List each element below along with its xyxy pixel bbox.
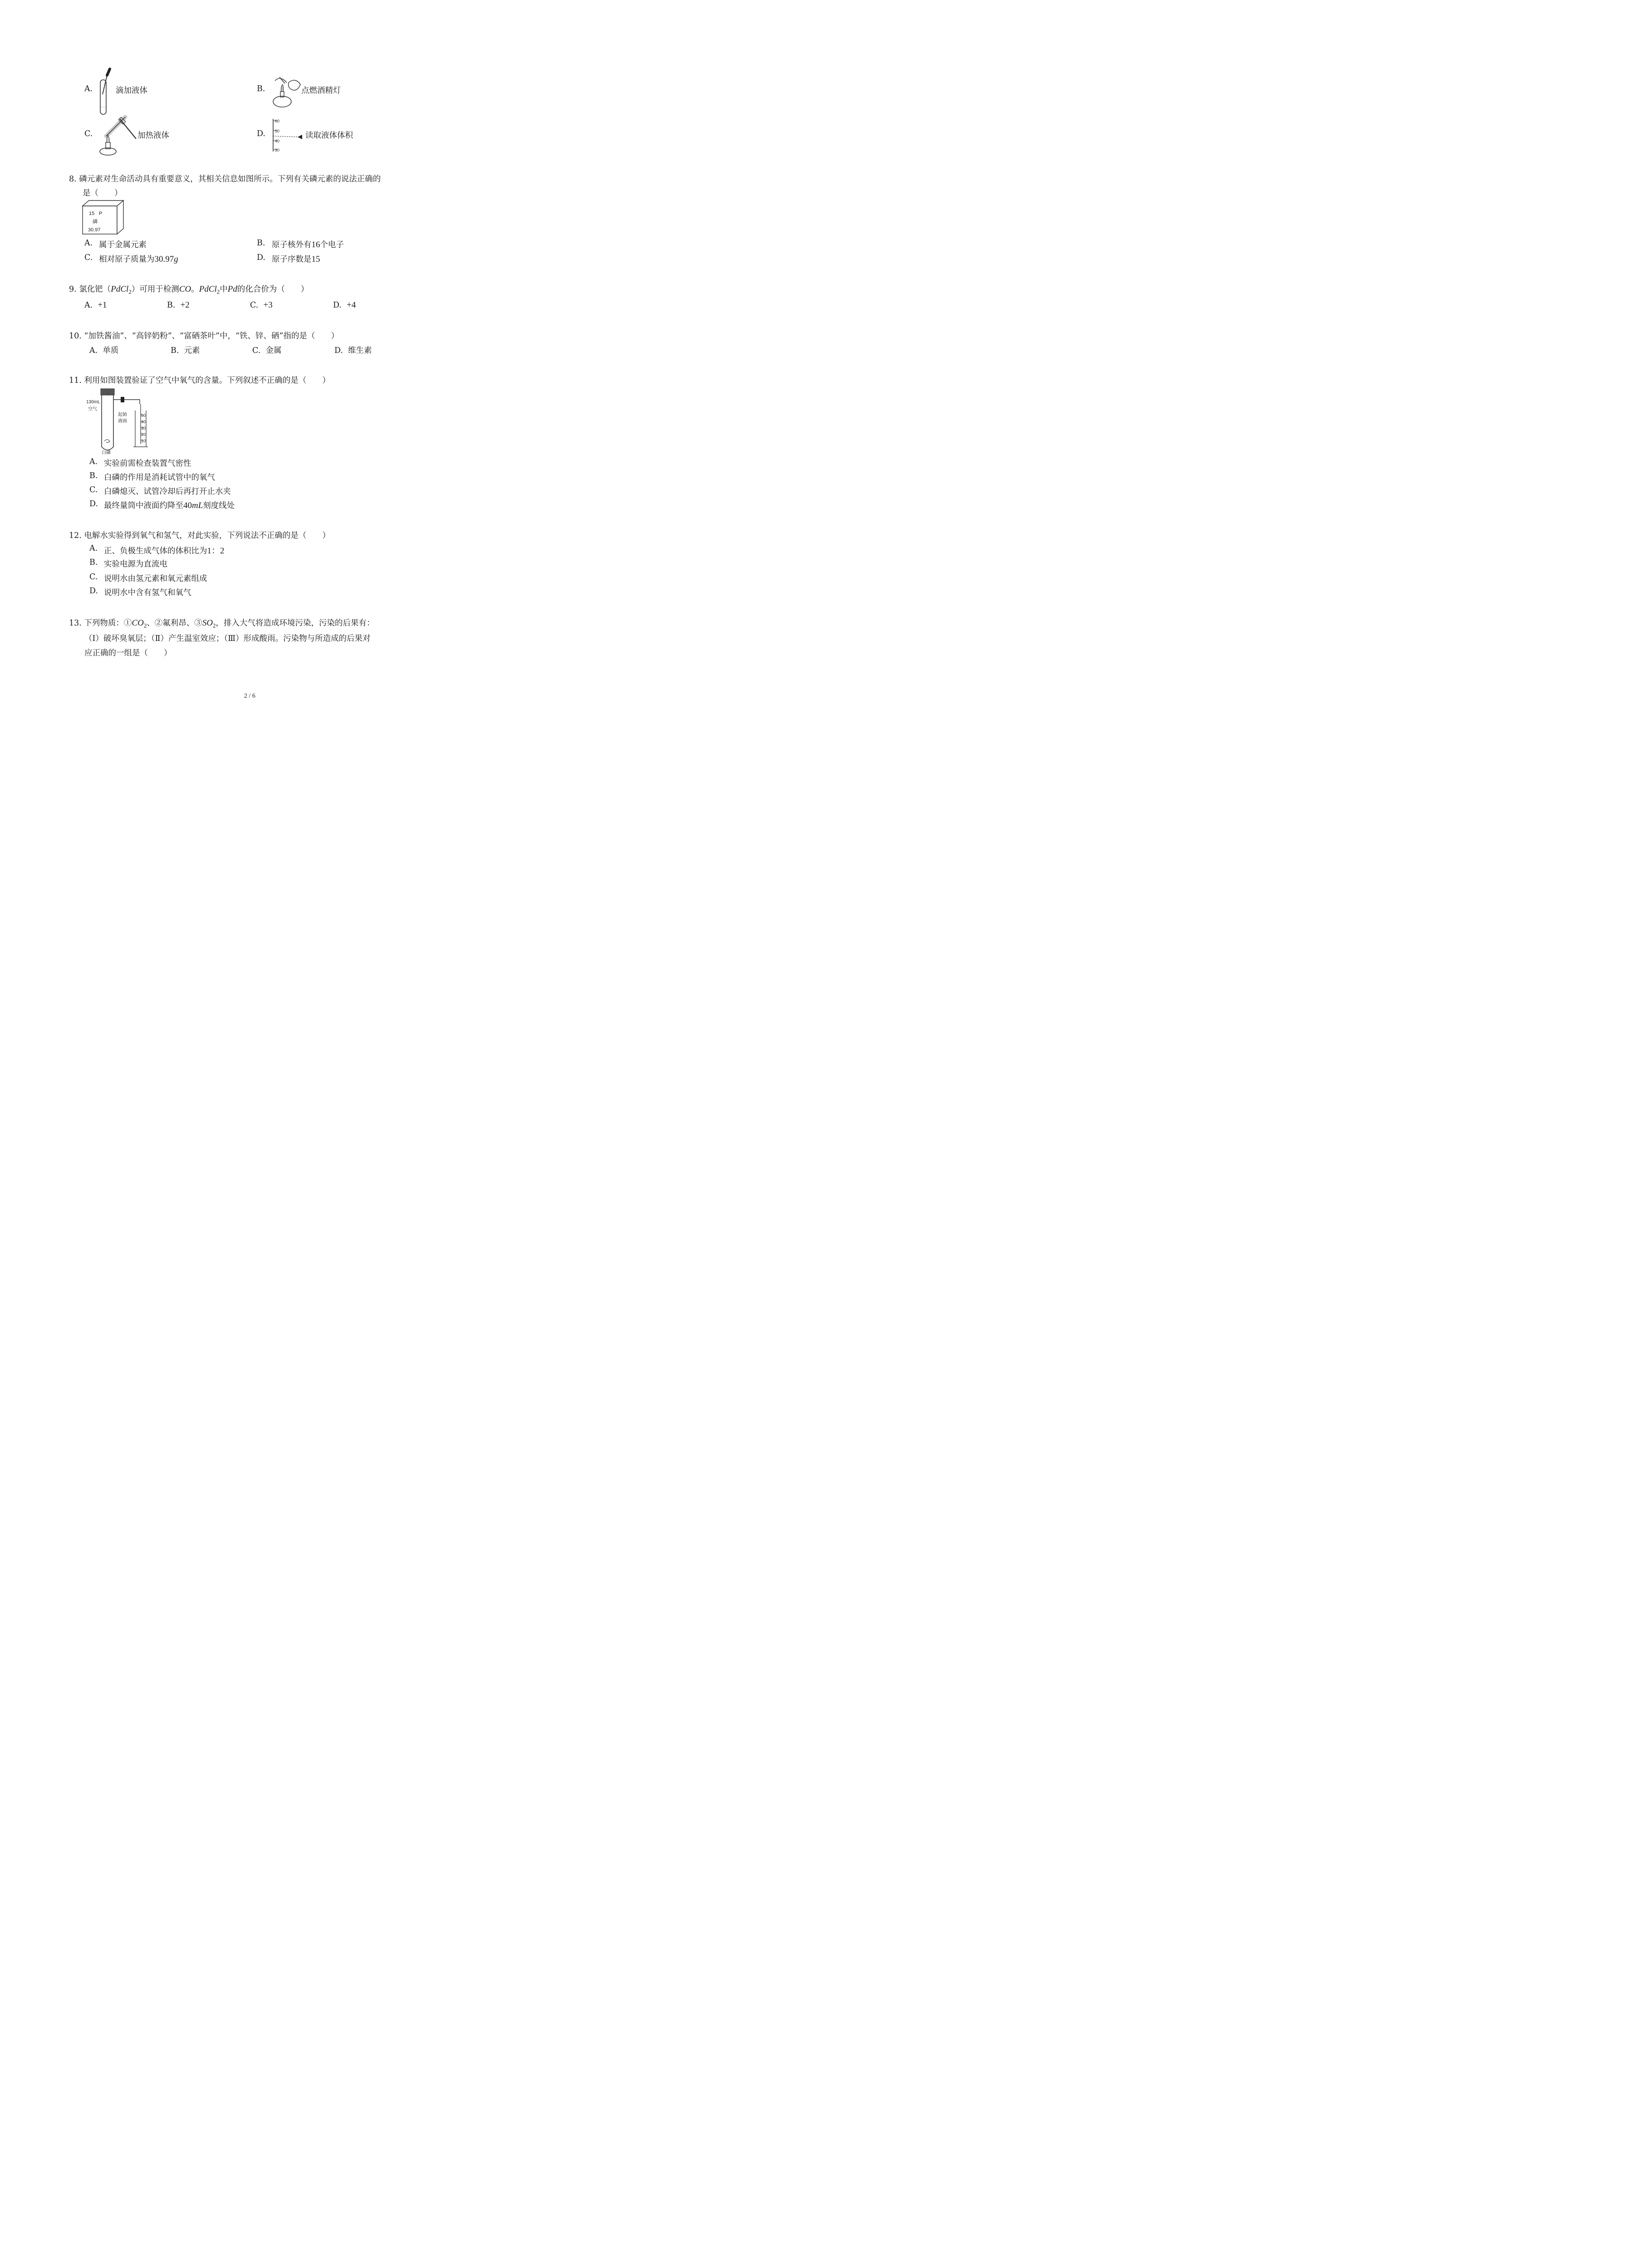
tick-label: 40	[141, 420, 146, 424]
q10-option-b: B. 元素	[171, 346, 200, 355]
tick-label: 10	[141, 439, 146, 443]
q13-stem-line3: 应正确的一组是（ ）	[84, 649, 172, 658]
q10-option-a: A. 单质	[89, 346, 119, 355]
lighting-lamp-figure	[270, 74, 303, 113]
q7-option-c-label: 加热液体	[137, 131, 169, 140]
q11-option-c-text: 白磷熄灭、试管冷却后再打开止水夹	[104, 487, 231, 496]
q8-option-c-letter: C.	[84, 253, 93, 262]
q9-option-a: A. +1	[84, 300, 107, 310]
q12-option-a-letter: A.	[89, 544, 98, 553]
tick-label: 50	[141, 413, 146, 418]
q8-option-c-text: 相对原子质量为30.97g	[99, 254, 178, 264]
atomic-number: 15	[89, 211, 95, 216]
q11-option-a-text: 实验前需检查装置气密性	[104, 459, 191, 468]
tick-label: 30	[275, 148, 280, 152]
atomic-mass: 30.97	[88, 227, 101, 233]
q8-stem-line1: 8. 磷元素对生命活动具有重要意义，其相关信息如图所示。下列有关磷元素的说法正确的	[69, 175, 381, 184]
page-number: 2 / 6	[244, 693, 255, 699]
q9-option-c: C. +3	[250, 300, 273, 310]
q12-option-d-text: 说明水中含有氢气和氧气	[104, 588, 191, 597]
q12-option-b-text: 实验电源为直流电	[104, 560, 167, 569]
q11-option-b-text: 白磷的作用是消耗试管中的氧气	[104, 473, 215, 482]
q10-option-d: D. 维生素	[334, 346, 372, 355]
q11-stem: 11. 利用如图装置验证了空气中氧气的含量。下列叙述不正确的是（ ）	[69, 376, 330, 385]
tick-label: 30	[141, 426, 146, 430]
q9-option-b: B. +2	[167, 300, 190, 310]
phosphorus-label: 白磷	[102, 450, 111, 455]
tick-label: 60	[275, 119, 280, 123]
tick-label: 40	[275, 139, 280, 143]
tick-label: 50	[275, 129, 280, 133]
q12-option-d-letter: D.	[89, 587, 98, 596]
q8-option-b-text: 原子核外有16个电子	[272, 240, 344, 249]
oxygen-experiment-figure	[86, 388, 154, 458]
heating-liquid-figure	[97, 113, 138, 159]
q13-stem-line2: （Ⅰ）破坏臭氧层；（Ⅱ）产生温室效应；（Ⅲ）形成酸雨。污染物与所造成的后果对	[84, 634, 371, 643]
q9-stem: 9. 氯化钯（PdCl$_2$）可用于检测CO。PdCl$_2$中Pd的化合价为（ ）	[69, 284, 309, 295]
q8-option-a-letter: A.	[84, 239, 93, 248]
cylinder-ticks	[141, 413, 146, 443]
q8-option-d-text: 原子序数是15	[272, 254, 320, 264]
q11-option-c-letter: C.	[89, 485, 98, 494]
element-card-figure	[82, 200, 125, 238]
q8-option-d-letter: D.	[257, 253, 265, 262]
q8-stem-line2: 是（ ）	[83, 189, 122, 198]
q7-option-b-letter: B.	[257, 84, 265, 93]
q12-stem: 12. 电解水实验得到氧气和氢气，对此实验，下列说法不正确的是（ ）	[69, 531, 330, 540]
q7-option-a-label: 滴加液体	[116, 86, 147, 95]
q11-option-d-text: 最终量筒中液面约降至40mL刻度线处	[104, 501, 235, 510]
q7-option-d-letter: D.	[257, 129, 265, 138]
q11-option-a-letter: A.	[89, 457, 98, 466]
q8-option-a-text: 属于金属元素	[99, 240, 147, 249]
element-name: 磷	[93, 219, 98, 225]
level-label: 液面	[118, 419, 127, 424]
element-symbol: P	[99, 211, 103, 216]
air-volume-label: 130mL	[86, 400, 100, 405]
q9-option-d: D. +4	[333, 300, 356, 310]
q7-option-c-letter: C.	[84, 129, 93, 138]
start-label: 起始	[118, 412, 127, 417]
q12-option-a-text: 正、负极生成气体的体积比为1：2	[104, 546, 225, 556]
q7-option-b-label: 点燃酒精灯	[301, 86, 341, 95]
q10-stem: 10. “加铁酱油”、“高锌奶粉”、“富硒茶叶”中，“铁、锌、硒”指的是（ ）	[69, 332, 339, 341]
q11-option-d-letter: D.	[89, 499, 98, 508]
q12-option-b-letter: B.	[89, 558, 98, 567]
q12-option-c-text: 说明水由氢元素和氧元素组成	[104, 574, 207, 583]
q11-option-b-letter: B.	[89, 471, 98, 480]
cylinder-reading-figure	[271, 117, 304, 156]
q12-option-c-letter: C.	[89, 572, 98, 582]
q7-option-d-label: 读取液体体积	[305, 131, 353, 140]
q7-option-a-letter: A.	[84, 84, 93, 93]
q13-stem-line1: 13. 下列物质：$①CO_2$、②氟利昂、$③SO_2$，排入大气将造成环境污染，污染的后果有：	[69, 618, 375, 629]
q10-option-c: C. 金属	[252, 346, 282, 355]
q8-option-b-letter: B.	[257, 239, 265, 248]
air-label: 空气	[88, 407, 97, 412]
tick-label: 20	[141, 432, 146, 437]
